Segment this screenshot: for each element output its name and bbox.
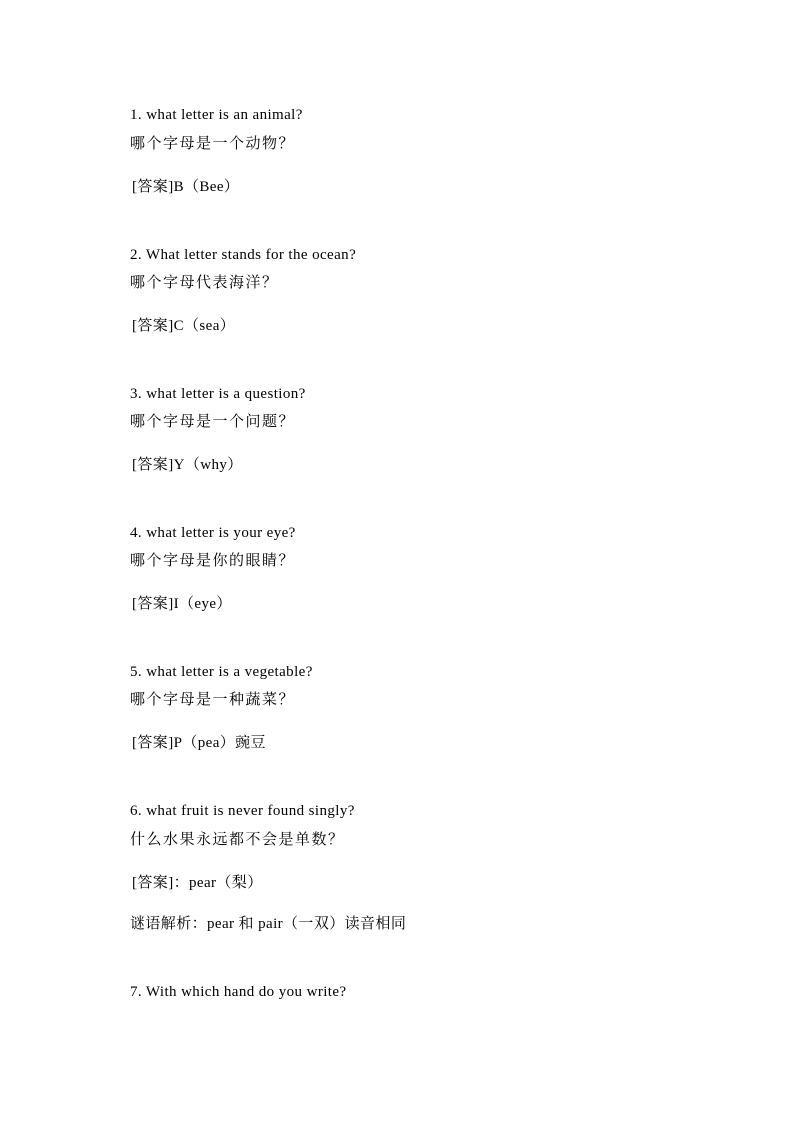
translation-3: 哪个字母是一个问题？ xyxy=(130,414,296,430)
question-5: 5. what letter is a vegetable? xyxy=(130,664,313,680)
question-4: 4. what letter is your eye? xyxy=(130,525,296,541)
answer-1: [答案]B（Bee） xyxy=(132,179,240,195)
answer-3: [答案]Y（why） xyxy=(132,457,243,473)
translation-6: 什么水果永远都不会是单数？ xyxy=(130,832,345,848)
translation-1: 哪个字母是一个动物？ xyxy=(130,136,296,152)
question-2: 2. What letter stands for the ocean? xyxy=(130,247,357,263)
question-6: 6. what fruit is never found singly? xyxy=(130,803,355,819)
question-7: 7. With which hand do you write? xyxy=(130,984,347,1000)
answer-4: [答案]I（eye） xyxy=(132,596,232,612)
question-3: 3. what letter is a question? xyxy=(130,386,306,402)
answer-6: [答案]：pear（梨） xyxy=(132,875,263,891)
question-1: 1. what letter is an animal? xyxy=(130,107,303,123)
answer-5: [答案]P（pea）豌豆 xyxy=(132,735,266,751)
explanation-6: 谜语解析：pear 和 pair（一双）读音相同 xyxy=(130,916,407,932)
translation-2: 哪个字母代表海洋？ xyxy=(130,275,279,291)
translation-5: 哪个字母是一种蔬菜？ xyxy=(130,692,296,708)
answer-2: [答案]C（sea） xyxy=(132,318,236,334)
translation-4: 哪个字母是你的眼睛？ xyxy=(130,553,296,569)
